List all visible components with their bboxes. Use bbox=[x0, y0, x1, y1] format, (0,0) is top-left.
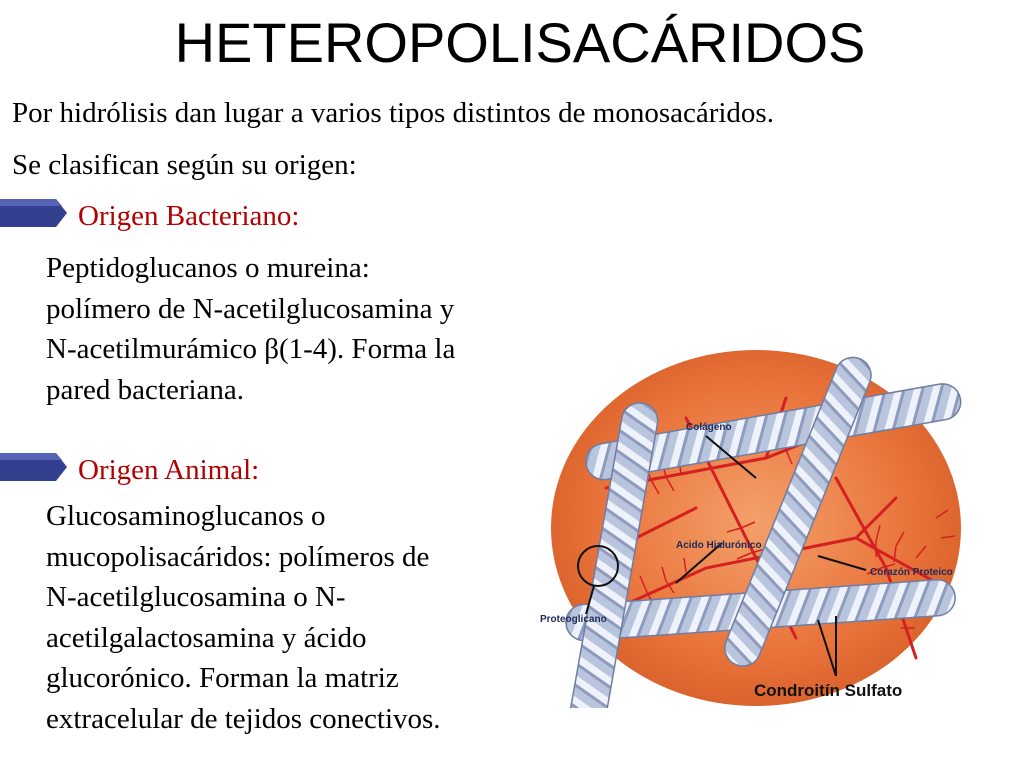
text-line: extracelular de tejidos conectivos. bbox=[46, 702, 441, 735]
bullet-arrow-icon bbox=[0, 198, 68, 228]
text-line: N-acetilmurámico β(1-4). Forma la bbox=[46, 333, 456, 365]
text-line: polímero de N-acetilglucosamina y bbox=[46, 292, 455, 325]
text-line: pared bacteriana. bbox=[46, 373, 245, 406]
text-line: Peptidoglucanos o mureina: bbox=[46, 252, 370, 284]
bullet-arrow-icon bbox=[0, 452, 68, 482]
matrix-diagram bbox=[536, 338, 982, 708]
intro-line-2: Se clasifican según su origen: bbox=[12, 149, 357, 181]
label-colageno: Colágeno bbox=[686, 422, 732, 433]
slide-title: HETEROPOLISACÁRIDOS bbox=[174, 11, 866, 74]
section-heading-animal: Origen Animal: bbox=[78, 454, 260, 486]
label-acido-hialuronico: Acido Hialurónico bbox=[676, 540, 762, 551]
section-text-animal bbox=[46, 496, 441, 739]
section-heading-bacteriano: Origen Bacteriano: bbox=[78, 200, 300, 232]
text-line: Glucosaminoglucanos o bbox=[46, 500, 326, 532]
text-line: mucopolisacáridos: polímeros de bbox=[46, 540, 430, 573]
intro-line-1: Por hidrólisis dan lugar a varios tipos distintos de monosacáridos. bbox=[12, 97, 774, 129]
text-line: N-acetilglucosamina o N- bbox=[46, 581, 346, 613]
text-line: acetilgalactosamina y ácido bbox=[46, 621, 367, 654]
label-condroitin-sulfato: Condroitín Sulfato bbox=[754, 681, 903, 700]
section-text-bacteriano bbox=[46, 248, 455, 410]
label-corazon-proteico: Corazón Proteico bbox=[870, 567, 953, 578]
label-proteoglicano: Proteoglicano bbox=[540, 614, 607, 625]
text-line: glucorónico. Forman la matriz bbox=[46, 662, 399, 694]
extracellular-matrix-illustration bbox=[536, 338, 982, 708]
